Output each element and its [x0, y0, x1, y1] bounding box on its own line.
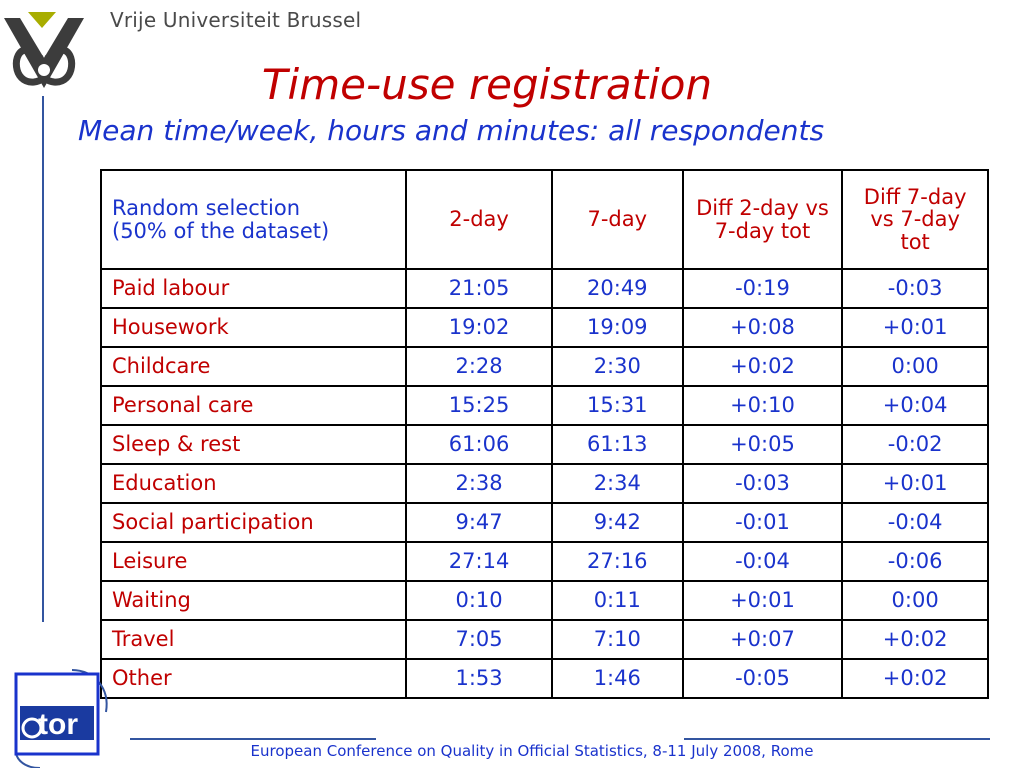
- table-row: [101, 503, 988, 542]
- cell-diff-7day: +0:02: [842, 659, 988, 698]
- row-label: Travel: [101, 620, 406, 659]
- cell-diff-2day: -0:03: [683, 464, 843, 503]
- cell-diff-7day: 0:00: [842, 581, 988, 620]
- col-header-diff-7day: Diff 7-day vs 7-day tot: [842, 170, 988, 269]
- row-label: Sleep & rest: [101, 425, 406, 464]
- cell-diff-2day: +0:08: [683, 308, 843, 347]
- cell-2day: 2:28: [406, 347, 552, 386]
- cell-diff-7day: -0:04: [842, 503, 988, 542]
- cell-2day: 19:02: [406, 308, 552, 347]
- table-row: [101, 464, 988, 503]
- time-use-table: [100, 169, 989, 699]
- table-row: [101, 386, 988, 425]
- cell-diff-2day: +0:01: [683, 581, 843, 620]
- table-row: [101, 347, 988, 386]
- cell-7day: 19:09: [552, 308, 683, 347]
- cell-7day: 9:42: [552, 503, 683, 542]
- table-row: [101, 308, 988, 347]
- cell-2day: 15:25: [406, 386, 552, 425]
- table-row: [101, 581, 988, 620]
- row-label: Childcare: [101, 347, 406, 386]
- cell-diff-7day: 0:00: [842, 347, 988, 386]
- table-row: [101, 269, 988, 308]
- cell-diff-2day: -0:19: [683, 269, 843, 308]
- cell-2day: 21:05: [406, 269, 552, 308]
- cell-2day: 2:38: [406, 464, 552, 503]
- footer-rule-left: [130, 738, 376, 740]
- cell-diff-7day: +0:04: [842, 386, 988, 425]
- left-vertical-rule: [42, 96, 44, 622]
- tor-logo-text: tor: [38, 708, 78, 741]
- cell-2day: 27:14: [406, 542, 552, 581]
- cell-diff-7day: -0:03: [842, 269, 988, 308]
- cell-diff-2day: +0:02: [683, 347, 843, 386]
- cell-diff-2day: -0:01: [683, 503, 843, 542]
- corner-header: [101, 170, 406, 269]
- cell-diff-2day: -0:05: [683, 659, 843, 698]
- cell-7day: 20:49: [552, 269, 683, 308]
- table-header-row: [101, 170, 988, 269]
- cell-2day: 0:10: [406, 581, 552, 620]
- row-label: Housework: [101, 308, 406, 347]
- cell-7day: 27:16: [552, 542, 683, 581]
- slide-title: Time-use registration: [261, 60, 713, 109]
- corner-line-1: Random selection: [112, 196, 301, 221]
- cell-2day: 61:06: [406, 425, 552, 464]
- cell-diff-2day: +0:10: [683, 386, 843, 425]
- row-label: Paid labour: [101, 269, 406, 308]
- table-row: [101, 620, 988, 659]
- cell-2day: 1:53: [406, 659, 552, 698]
- cell-7day: 1:46: [552, 659, 683, 698]
- cell-7day: 7:10: [552, 620, 683, 659]
- row-label: Education: [101, 464, 406, 503]
- row-label: Waiting: [101, 581, 406, 620]
- cell-diff-7day: -0:06: [842, 542, 988, 581]
- slide-subtitle: Mean time/week, hours and minutes: all respondents: [78, 114, 825, 147]
- cell-7day: 2:30: [552, 347, 683, 386]
- cell-diff-2day: +0:05: [683, 425, 843, 464]
- table-row: [101, 542, 988, 581]
- row-label: Leisure: [101, 542, 406, 581]
- cell-7day: 2:34: [552, 464, 683, 503]
- cell-diff-7day: +0:01: [842, 464, 988, 503]
- cell-7day: 15:31: [552, 386, 683, 425]
- footer-rule-right: [684, 738, 990, 740]
- cell-diff-2day: -0:04: [683, 542, 843, 581]
- row-label: Other: [101, 659, 406, 698]
- table-row: [101, 659, 988, 698]
- university-name: Vrije Universiteit Brussel: [110, 8, 362, 32]
- corner-line-2: (50% of the dataset): [112, 218, 330, 243]
- cell-7day: 0:11: [552, 581, 683, 620]
- table-row: [101, 425, 988, 464]
- row-label: Social participation: [101, 503, 406, 542]
- col-header-diff-2day: Diff 2-day vs 7-day tot: [683, 170, 843, 269]
- cell-2day: 7:05: [406, 620, 552, 659]
- cell-diff-7day: +0:02: [842, 620, 988, 659]
- footer-text: European Conference on Quality in Official Statistics, 8-11 July 2008, Rome: [250, 742, 814, 760]
- cell-2day: 9:47: [406, 503, 552, 542]
- col-header-2day: 2-day: [406, 170, 552, 269]
- row-label: Personal care: [101, 386, 406, 425]
- cell-diff-2day: +0:07: [683, 620, 843, 659]
- col-header-7day: 7-day: [552, 170, 683, 269]
- cell-7day: 61:13: [552, 425, 683, 464]
- cell-diff-7day: +0:01: [842, 308, 988, 347]
- cell-diff-7day: -0:02: [842, 425, 988, 464]
